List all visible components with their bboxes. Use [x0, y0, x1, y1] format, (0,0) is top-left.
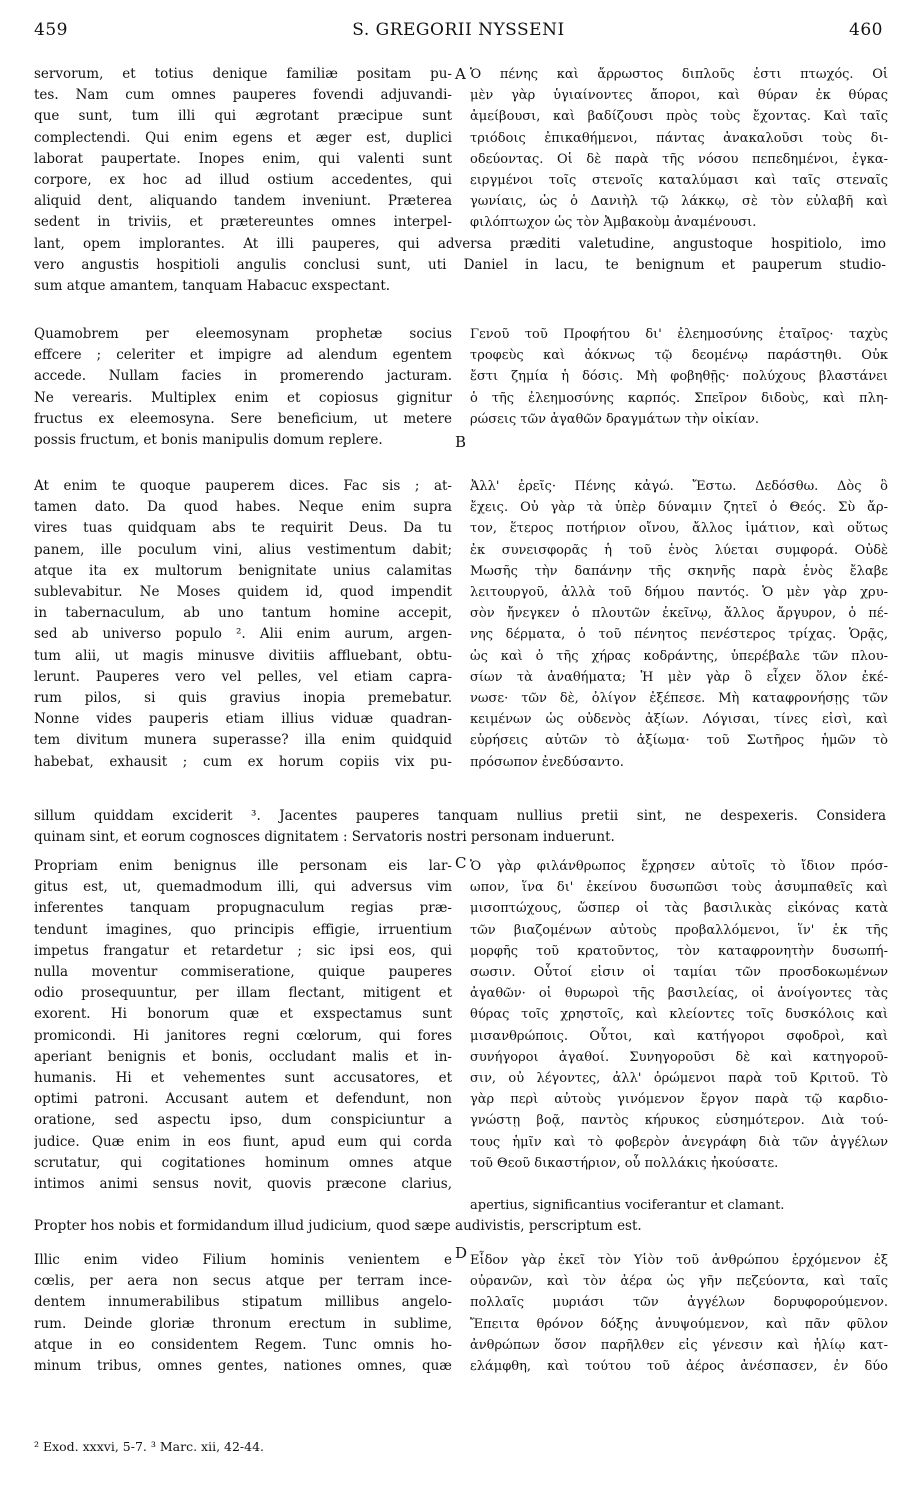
latin-line: possis fructum, et bonis manipulis domum replere. [34, 432, 383, 449]
margin-mark-d: D [455, 1244, 468, 1262]
latin-line: exorent. Hi bonorum quæ et exspectamus sunt [34, 1006, 452, 1023]
greek-line: σιν, οὐ λέγοντες, ἀλλ' ὁρώμενοι παρὰ τοῦ Κριτοῦ. Τὸ [470, 1071, 888, 1087]
greek-line: τοῦ Θεοῦ δικαστήριον, οὗ πολλάκις ἠκούσατε. [470, 1155, 779, 1171]
page-number-right: 460 [849, 20, 883, 40]
greek-line: σὸν ἤνεγκεν ὁ πλουτῶν ἐκεῖνῳ, ἄλλος ἄργυρον, ὁ πέ- [470, 606, 888, 622]
latin-line: lerunt. Pauperes vero vel pelles, vel etiam capra- [34, 668, 452, 685]
greek-line: ἔστι ζημία ἡ δόσις. Μὴ φοβηθῇς· πολύχους βλαστάνει [470, 369, 888, 385]
greek-line: νωσε· τῶν δὲ, ὀλίγον ἐξέπεσε. Μὴ καταφρονήσῃς τῶν [470, 691, 888, 707]
latin-line: tendunt imagines, quo principis effigie, irruentium [34, 921, 452, 938]
latin-line: gitus est, ut, quemadmodum illi, qui adversus vim [34, 879, 452, 896]
greek-column-d [470, 856, 888, 1174]
latin-line: inferentes tanquam propugnaculum regias præ- [34, 900, 452, 917]
greek-line: νης δέρματα, ὁ τοῦ πένητος πενέστερος τρίχας. Ὁρᾷς, [470, 627, 888, 643]
greek-line: ἀνθρώπων ὅσον παρῆλθεν εἰς γένεσιν καὶ ἡλίῳ κατ- [470, 1337, 888, 1353]
greek-line: γὰρ περὶ αὐτοὺς γινόμενον ἔργον παρὰ τῷ καρδιο- [470, 1092, 888, 1108]
greek-line: μισοπτώχους, ὥσπερ οἱ τὰς βασιλικὰς εἰκόνας κατὰ [470, 901, 888, 917]
latin-line: servorum, et totius denique familiæ positam pu- [34, 66, 452, 82]
latin-line: effcere ; celeriter et impigre ad alendum egentem [34, 347, 452, 364]
latin-line: cœlis, per aera non secus atque per terram ince- [34, 1273, 452, 1290]
full-line: lant, opem implorantes. At illi pauperes, qui adversa præditi valetudine, angustoque hospitiolo, imo [34, 236, 886, 252]
greek-line: Ἔπειτα θρόνον δόξης ἀνυψούμενον, καὶ πᾶν φῦλον [470, 1316, 888, 1332]
latin-line: rum pilos, si quis gravius inopia premebatur. [34, 690, 452, 707]
full-line: sillum quiddam exciderit ³. Jacentes pauperes tanquam nullius pretii sint, ne despexeris. Considera [34, 808, 886, 824]
greek-column-b [470, 324, 888, 430]
greek-line: πολλαῖς μυριάσι τῶν ἀγγέλων δορυφορούμενον. [470, 1295, 888, 1311]
latin-line: odio prosequuntur, per illam flectant, mitigent et [34, 985, 452, 1002]
greek-line: τους ἡμῖν καὶ τὸ φοβερὸν ἀνεγράφη διὰ τῶν ἀγγέλων [470, 1134, 888, 1150]
greek-line: ἔχεις. Οὐ γὰρ τὰ ὑπὲρ δύναμιν ζητεῖ ὁ Θεός. Σὺ ἄρ- [470, 500, 888, 516]
greek-line: μορφῆς τοῦ κρατοῦντος, τὸν καταφρονητὴν δυσωπή- [470, 943, 888, 959]
greek-line: ρώσεις τῶν ἀγαθῶν δραγμάτων τὴν οἰκίαν. [470, 411, 760, 427]
greek-line: ὡς καὶ ὁ τῆς χήρας κοδράντης, ὑπερέβαλε τῶν πλου- [470, 648, 888, 664]
greek-line: τροφεὺς καὶ ἀόκνως τῷ δεομένῳ παράστηθι. Οὐκ [470, 348, 888, 364]
greek-line: φιλόπτωχον ὡς τὸν Ἀμβακοὺμ ἀναμένουσι. [470, 215, 757, 231]
latin-line: corpore, ex hoc ad illud ostium accedentes, qui [34, 172, 452, 189]
margin-mark-b: B [455, 433, 467, 451]
latin-line: tamen dato. Da quod habes. Neque enim supra [34, 499, 452, 516]
latin-line: tes. Nam cum omnes pauperes fovendi adjuvandi- [34, 87, 452, 104]
latin-line: in tabernaculum, ab uno tantum homine accepit, [34, 605, 452, 622]
footnotes: ² Exod. xxxvi, 5-7. ³ Marc. xii, 42-44. [34, 1439, 265, 1454]
greek-line: θύρας τοῖς χρηστοῖς, καὶ κλείοντες τοῖς δυσκόλοις καὶ [470, 1007, 888, 1023]
greek-column-c [470, 476, 888, 773]
running-title: S. GREGORII NYSSENI [352, 20, 565, 40]
latin-line: laborat paupertate. Inopes enim, qui valenti sunt [34, 150, 452, 167]
latin-column-d [34, 856, 452, 1195]
greek-column-d-tail [470, 1195, 888, 1216]
greek-line: τῶν βιαζομένων αὐτοὺς προβαλλόμενοι, ἵν' ἐκ τῆς [470, 922, 888, 938]
latin-line: Quamobrem per eleemosynam prophetæ socius [34, 326, 452, 342]
page-number-left: 459 [34, 20, 68, 40]
latin-line: atque in eo considentem Regem. Tunc omnis ho- [34, 1336, 452, 1353]
greek-line: Ἀλλ' ἐρεῖς· Πένης κἀγώ. Ἔστω. Δεδόσθω. Δὸς ὃ [470, 479, 888, 494]
greek-column-e [470, 1250, 888, 1377]
page-header [34, 20, 883, 48]
margin-mark-c: C [455, 854, 467, 872]
full-line: quinam sint, et eorum cognosces dignitatem : Servatoris nostri personam induerunt. [34, 829, 615, 846]
latin-line: Ne verearis. Multiplex enim et copiosus gignitur [34, 389, 452, 406]
full-line: Propter hos nobis et formidandum illud judicium, quod sæpe audivistis, perscriptum est. [34, 1218, 642, 1234]
greek-line: γωνίαις, ὡς ὁ Δανιὴλ τῷ λάκκῳ, σὲ τὸν εὐλαβῆ καὶ [470, 194, 888, 210]
latin-line: vires tuas quidquam abs te requirit Deus. Da tu [34, 520, 452, 537]
margin-mark-a: A [455, 65, 466, 83]
latin-line: minum tribus, omnes gentes, nationes omnes, quæ [34, 1358, 452, 1375]
latin-line: accede. Nullam facies in promerendo jacturam. [34, 368, 452, 385]
latin-line: Illic enim video Filium hominis venientem e [34, 1252, 452, 1268]
latin-line: At enim te quoque pauperem dices. Fac sis ; at- [34, 478, 452, 494]
greek-line: συνήγοροι ἀγαθοί. Συνηγοροῦσι δὲ καὶ κατηγοροῦ- [470, 1049, 888, 1065]
latin-column-b [34, 324, 452, 451]
greek-line: Γενοῦ τοῦ Προφήτου δι' ἐλεημοσύνης ἑταῖρος· ταχὺς [470, 327, 888, 342]
latin-line: fructus ex eleemosyna. Sere beneficium, ut metere [34, 410, 452, 427]
greek-line: ειργμένοι τοῖς στενοῖς καταλύμασι καὶ ταῖς στεναῖς [470, 173, 888, 189]
latin-line: Nonne vides pauperis etiam illius viduæ quadran- [34, 711, 452, 728]
greek-line: ὁ τῆς ἐλεημοσύνης καρπός. Σπεῖρον διδοὺς, καὶ πλη- [470, 390, 888, 406]
latin-line: judice. Quæ enim in eos fiunt, apud eum qui corda [34, 1133, 452, 1150]
full-line: sum atque amantem, tanquam Habacuc exspectant. [34, 278, 391, 295]
latin-line: tum alii, ut magis minusve divitiis affluebant, obtu- [34, 647, 452, 664]
greek-line: ἀμείβουσι, καὶ βαδίζουσι πρὸς τοὺς ἔχοντας. Καὶ ταῖς [470, 109, 888, 125]
greek-line: ελάμφθη, καὶ τούτου τοῦ ἀέρος ἀνέσπασεν, ἐν δύο [470, 1359, 888, 1375]
latin-column-c [34, 476, 452, 773]
latin-line: rum. Deinde gloriæ thronum erectum in sublime, [34, 1315, 452, 1332]
latin-line: dentem innumerabilibus stipatum millibus angelo- [34, 1294, 452, 1311]
greek-line: σίων τὰ ἀναθήματα; Ἡ μὲν γὰρ ὃ εἶχεν ὅλον ἐκέ- [470, 669, 888, 685]
greek-line: γνώστῃ βοᾷ, παντὸς κήρυκος εὐσημότερον. Διὰ τού- [470, 1113, 888, 1129]
greek-line: εὑρήσεις αὐτῶν τὸ ἀξίωμα· τοῦ Σωτῆρος ἡμῶν τὸ [470, 733, 888, 749]
latin-line: sedent in triviis, et prætereuntes omnes interpel- [34, 214, 452, 231]
latin-line: atque ita ex multorum benignitate unius calamitas [34, 562, 452, 579]
greek-line: ἐκ συνεισφορᾶς ἡ τοῦ ἑνὸς λύεται συμφορά. Οὐδὲ [470, 542, 888, 558]
full-width-text-c [34, 806, 886, 848]
latin-line: sublevabitur. Ne Moses quidem id, quod impendit [34, 584, 452, 601]
greek-line: τριόδοις ἐπικαθήμενοι, πάντας ἀνακαλοῦσι τοὺς δι- [470, 130, 888, 146]
latin-line: optimi patroni. Accusant autem et defendunt, non [34, 1091, 452, 1108]
greek-line: Ὁ γὰρ φιλάνθρωπος ἔχρησεν αὐτοῖς τὸ ἴδιον πρόσ- [470, 859, 888, 874]
greek-line: σωσιν. Οὗτοί εἰσιν οἱ ταμίαι τῶν προσδοκωμένων [470, 965, 888, 981]
greek-line: μὲν γὰρ ὑγιαίνοντες ἄποροι, καὶ θύραν ἐκ θύρας [470, 88, 888, 104]
greek-line: πρόσωπον ἐνεδύσαντο. [470, 754, 624, 770]
full-width-text-a [34, 234, 886, 298]
greek-line: Ὁ πένης καὶ ἄρρωστος διπλοῦς ἐστι πτωχός. Οἱ [470, 67, 888, 82]
latin-line: humanis. Hi et vehementes sunt accusatores, et [34, 1070, 452, 1087]
latin-column-a [34, 64, 452, 234]
latin-line: nulla moventur commiseratione, quique pauperes [34, 964, 452, 981]
latin-line: oratione, sed aspectu ipso, dum conspiciuntur a [34, 1112, 452, 1129]
greek-line: ωπον, ἵνα δι' ἐκείνου δυσωπῶσι τοὺς ἀσυμπαθεῖς καὶ [470, 880, 888, 896]
latin-column-e [34, 1250, 452, 1377]
latin-line: impetus frangatur et retardetur ; sic ipsi eos, qui [34, 942, 452, 959]
latin-line: sed ab universo populo ². Alii enim aurum, argen- [34, 626, 452, 643]
latin-line: habebat, exhausit ; cum ex horum copiis vix pu- [34, 753, 452, 770]
greek-line: λειτουργοῦ, ἀλλὰ τοῦ δήμου παντός. Ὁ μὲν γὰρ χρυ- [470, 585, 888, 601]
greek-line: Εἶδον γὰρ ἐκεῖ τὸν Υἱὸν τοῦ ἀνθρώπου ἐρχόμενον ἐξ [470, 1253, 888, 1268]
full-line: vero angustis hospitioli angulis conclusi sunt, uti Daniel in lacu, te benignum et pauperum studio- [34, 257, 886, 274]
latin-line: aperiant benignis et bonis, occludant malis et in- [34, 1048, 452, 1065]
greek-line: οδεύοντας. Οἱ δὲ παρὰ τῆς νόσου πεπεδημένοι, ἐγκα- [470, 151, 888, 167]
greek-line: Μωσῆς τὴν δαπάνην τῆς σκηνῆς παρὰ ἑνὸς ἔλαβε [470, 563, 888, 579]
greek-line: κειμένων ὡς οὐδενὸς ἀξίων. Λόγισαι, τίνες εἰσὶ, καὶ [470, 712, 888, 728]
latin-line: scrutatur, qui cogitationes hominum omnes atque [34, 1154, 452, 1171]
latin-line: Propriam enim benignus ille personam eis lar- [34, 858, 452, 874]
greek-line: τον, ἕτερος ποτήριον οἴνου, ἄλλος ἱμάτιον, καὶ οὕτως [470, 521, 888, 537]
latin-line: tem divitum munera superasse? illa enim quidquid [34, 732, 452, 749]
greek-line: ἀγαθῶν· οἱ θυρωροὶ τῆς βασιλείας, οἱ ἀνοίγοντες τὰς [470, 986, 888, 1002]
greek-line: μισανθρώποις. Οὗτοι, καὶ κατήγοροι σφοδροὶ, καὶ [470, 1028, 888, 1044]
full-width-text-d [34, 1216, 886, 1237]
latin-line: complectendi. Qui enim egens et æger est, duplici [34, 129, 452, 146]
latin-line: aliquid dent, aliquando tandem inveniunt. Præterea [34, 193, 452, 210]
greek-column-a [470, 64, 888, 234]
greek-line: οὐρανῶν, καὶ τὸν ἀέρα ὡς γῆν πεζεύοντα, καὶ ταῖς [470, 1274, 888, 1290]
latin-line: promicondi. Hi janitores regni cœlorum, qui fores [34, 1027, 452, 1044]
latin-line: que sunt, tum illi qui ægrotant præcipue sunt [34, 108, 452, 125]
latin-line: intimos animi sensus novit, quovis præcone clarius, [34, 1176, 452, 1193]
latin-line: apertius, significantius vociferantur et clamant. [470, 1198, 785, 1213]
latin-line: panem, ille poculum vini, alius vestimentum dabit; [34, 541, 452, 558]
